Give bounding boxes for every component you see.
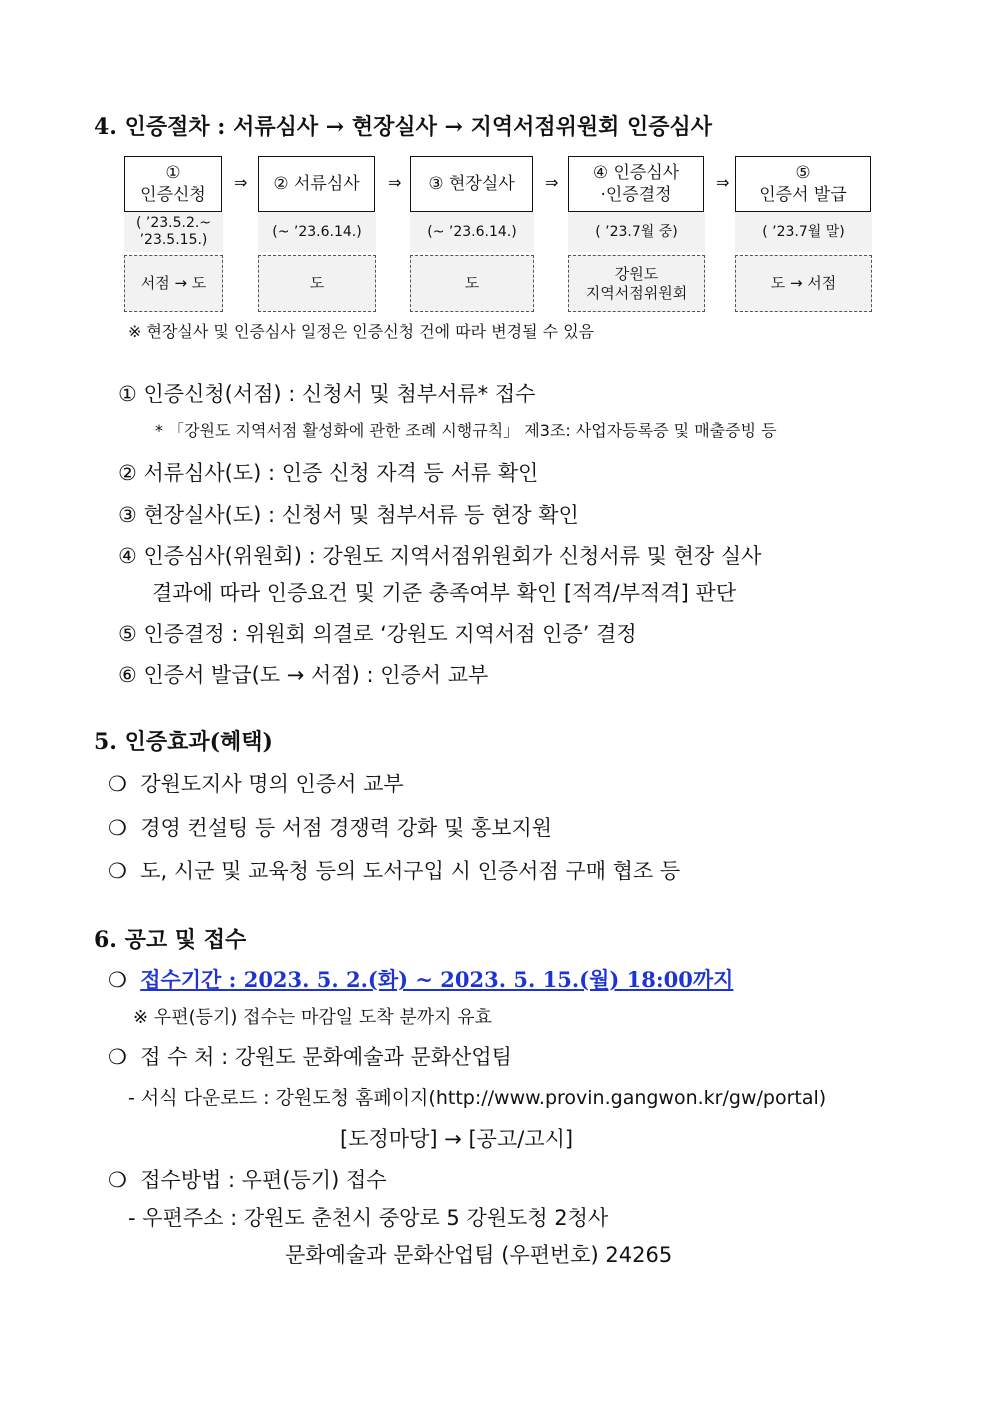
flow-arrow-icon: ⇒	[388, 173, 402, 192]
flow-owner-4: 강원도 지역서점위원회	[568, 255, 705, 312]
bullet-icon: ❍	[108, 1168, 127, 1192]
bullet-icon: ❍	[108, 1045, 127, 1069]
flow-owner-1: 서점 → 도	[124, 255, 223, 312]
flow-step-4	[568, 156, 704, 212]
address-line-1: - 우편주소 : 강원도 춘천시 중앙로 5 강원도청 2청사	[128, 1206, 609, 1230]
step-label: ③ 현장실사	[428, 174, 515, 194]
address-line-2: 문화예술과 문화산업팀 (우편번호) 24265	[285, 1243, 673, 1267]
step-number: ⑤	[795, 163, 811, 183]
flow-step-1	[124, 156, 222, 212]
step-2-text: ② 서류심사(도) : 인증 신청 자격 등 서류 확인	[118, 461, 539, 485]
bullet-icon: ❍	[108, 968, 127, 992]
flow-arrow-icon: ⇒	[716, 173, 730, 192]
bullet-icon: ❍	[108, 859, 127, 883]
benefit-item: ❍ 경영 컨설팅 등 서점 경쟁력 강화 및 홍보지원	[108, 816, 553, 840]
flow-date-5: ( ’23.7월 말)	[735, 212, 872, 252]
office-item: ❍ 접 수 처 : 강원도 문화예술과 문화산업팀	[108, 1045, 512, 1069]
step-label: ④ 인증심사	[592, 163, 680, 183]
application-period	[108, 964, 733, 994]
benefit-item: ❍ 도, 시군 및 교육청 등의 도서구입 시 인증서점 구매 협조 등	[108, 859, 681, 883]
step-4-text-cont: 결과에 따라 인증요건 및 기준 충족여부 확인 [적격/부적격] 판단	[152, 581, 737, 605]
section-4-heading: 4. 인증절차 : 서류심사 → 현장실사 → 지역서점위원회 인증심사	[94, 114, 713, 140]
step-label: 인증신청	[140, 185, 206, 205]
step-label: ② 서류심사	[273, 174, 360, 194]
step-5-text: ⑤ 인증결정 : 위원회 의결로 ‘강원도 지역서점 인증’ 결정	[118, 622, 637, 646]
flow-owner-2: 도	[258, 255, 376, 312]
benefit-item: ❍ 강원도지사 명의 인증서 교부	[108, 772, 404, 796]
flow-step-5	[735, 156, 871, 212]
download-path: [도정마당] → [공고/고시]	[340, 1127, 574, 1151]
step-6-text: ⑥ 인증서 발급(도 → 서점) : 인증서 교부	[118, 663, 489, 687]
step-label-2: ·인증결정	[600, 185, 672, 205]
step-1-text: ① 인증신청(서점) : 신청서 및 첨부서류* 접수	[118, 382, 536, 406]
section-6-heading: 6. 공고 및 접수	[94, 927, 247, 953]
flow-owner-3: 도	[410, 255, 534, 312]
step-label: 인증서 발급	[759, 185, 847, 205]
section-5-heading: 5. 인증효과(혜택)	[94, 729, 273, 755]
step-3-text: ③ 현장실사(도) : 신청서 및 첨부서류 등 현장 확인	[118, 503, 579, 527]
flow-date-3: (~ ’23.6.14.)	[410, 212, 534, 252]
flow-owner-5: 도 → 서점	[735, 255, 872, 312]
period-text: 접수기간 : 2023. 5. 2.(화) ~ 2023. 5. 15.(월) 18:00까지	[140, 967, 734, 992]
bullet-icon: ❍	[108, 816, 127, 840]
flow-step-3	[410, 156, 533, 212]
schedule-note: ※ 현장실사 및 인증심사 일정은 인증신청 건에 따라 변경될 수 있음	[128, 322, 595, 341]
bullet-icon: ❍	[108, 772, 127, 796]
flow-arrow-icon: ⇒	[545, 173, 559, 192]
flow-date-2: (~ ’23.6.14.)	[258, 212, 376, 252]
period-note: ※ 우편(등기) 접수는 마감일 도착 분까지 유효	[133, 1007, 493, 1028]
download-link[interactable]: - 서식 다운로드 : 강원도청 홈페이지(http://www.provin.gangwon.kr/gw/portal)	[128, 1087, 827, 1109]
flow-date-4: ( ’23.7월 중)	[568, 212, 705, 252]
step-1-footnote: * 「강원도 지역서점 활성화에 관한 조례 시행규칙」 제3조: 사업자등록증 및 매출증빙 등	[155, 421, 777, 440]
flow-step-2	[258, 156, 375, 212]
step-4-text: ④ 인증심사(위원회) : 강원도 지역서점위원회가 신청서류 및 현장 실사	[118, 544, 762, 568]
flow-arrow-icon: ⇒	[234, 173, 248, 192]
method-item: ❍ 접수방법 : 우편(등기) 접수	[108, 1168, 387, 1192]
step-number: ①	[165, 163, 181, 183]
flow-date-1: ( ’23.5.2.~ ’23.5.15.)	[124, 212, 223, 252]
